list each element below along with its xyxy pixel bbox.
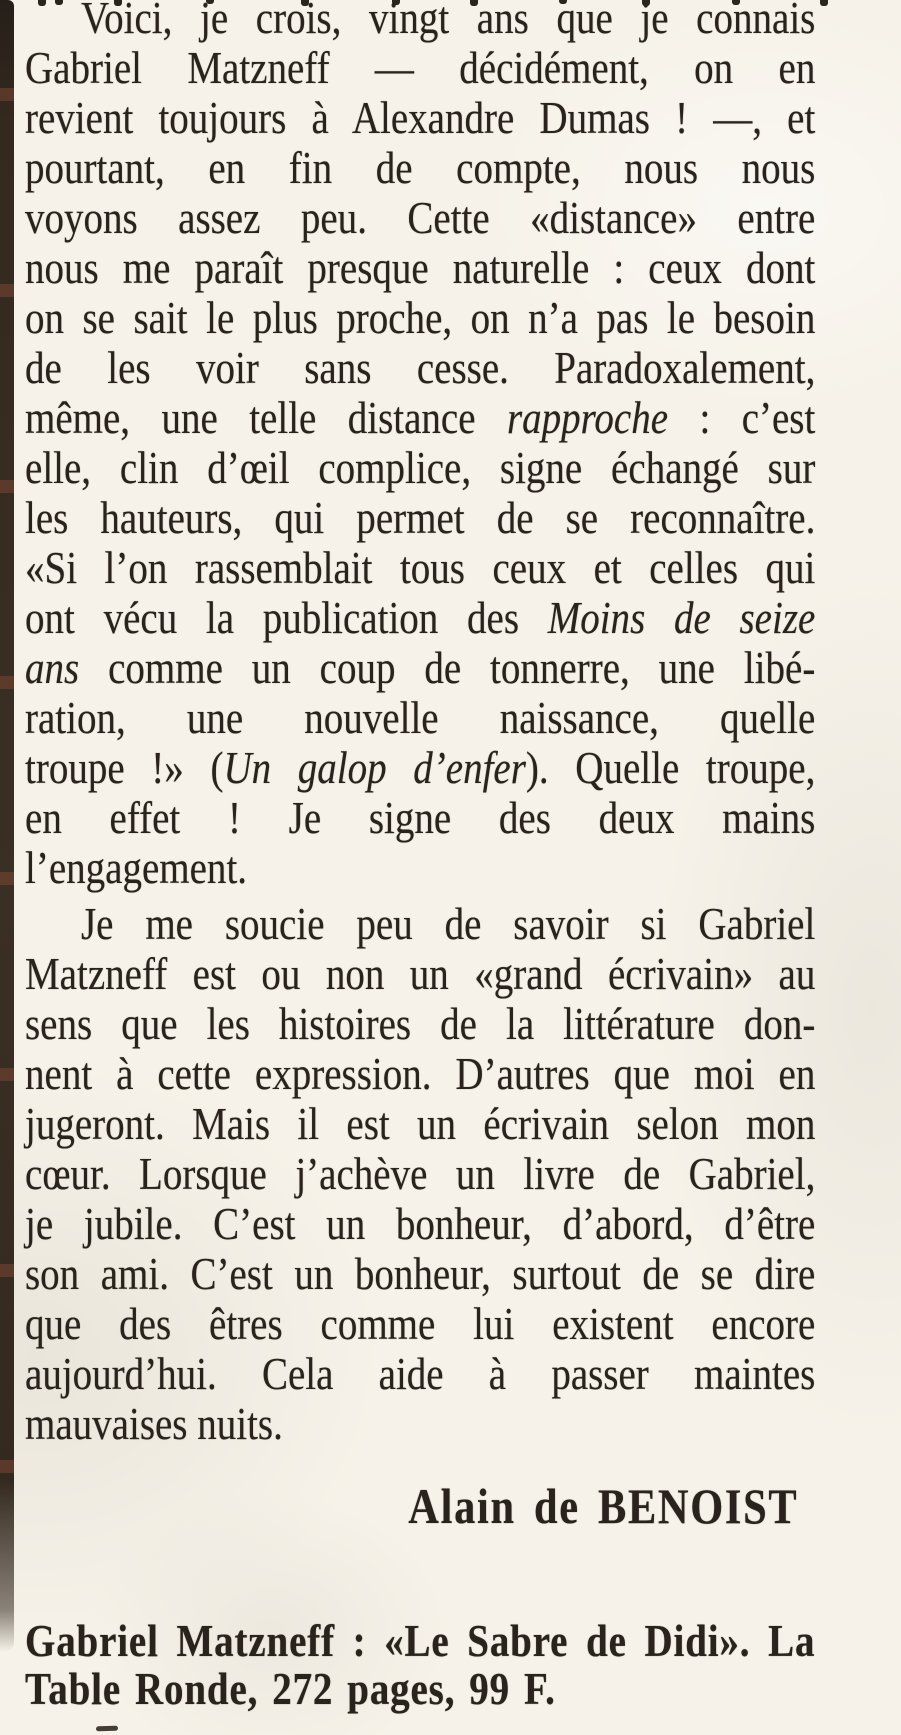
text-line [25,949,815,999]
text-line [25,293,815,343]
text-segment: jugeront. Mais il est un écrivain selon mon [25,1098,816,1149]
text-segment: Je me soucie peu de savoir si Gabriel [80,898,816,949]
text-line [25,899,815,949]
text-segment: cœur. Lorsque j’achève un livre de Gabriel, [25,1148,816,1199]
text-segment: nous me paraît presque naturelle : ceux dont [25,242,816,293]
text-line [25,843,815,893]
text-line [25,493,815,543]
text-line [25,743,815,793]
text-line [25,793,815,843]
text-segment: comme un coup de tonnerre, une libé- [79,642,816,693]
text-segment: Voici, je crois, vingt ans que je connais [80,0,816,43]
text-segment: les hauteurs, qui permet de se reconnaître. [25,492,816,543]
text-segment: de les voir sans cesse. Paradoxalement, [25,342,816,393]
paragraph [25,899,815,1449]
text-segment: pourtant, en fin de compte, nous nous [25,142,816,193]
text-segment: même, une telle distance [25,392,507,443]
text-line [25,1049,815,1099]
text-line [25,1199,815,1249]
text-segment: en effet ! Je signe des deux mains [25,792,816,843]
text-segment: Gabriel Matzneff : «Le Sabre de Didi». La [25,1615,816,1666]
text-segment: je jubile. C’est un bonheur, d’abord, d’être [25,1198,816,1249]
text-segment: mauvaises nuits. [25,1398,283,1449]
text-segment: aujourd’hui. Cela aide à passer maintes [25,1348,816,1399]
text-segment: ration, une nouvelle naissance, quelle [25,692,816,743]
text-line [25,43,815,93]
text-line [25,393,815,443]
text-line [25,643,815,693]
book-reference [25,1617,815,1713]
text-line [25,1617,815,1665]
italic-segment: rapproche [506,392,669,443]
text-line [25,143,815,193]
text-line [25,1099,815,1149]
text-segment: troupe !» ( [25,742,224,793]
text-segment: ont vécu la publication des [25,592,548,643]
text-line [25,0,815,43]
italic-segment: Un galop d’enfer [223,742,526,793]
text-segment: Table Ronde, 272 pages, 99 F. [25,1663,556,1714]
text-line [25,999,815,1049]
text-line [25,543,815,593]
text-segment: Gabriel Matzneff — décidément, on en [25,42,816,93]
text-line [25,1665,815,1713]
text-segment: l’engagement. [25,842,248,893]
text-segment: revient toujours à Alexandre Dumas ! —, et [25,92,816,143]
italic-segment: Moins de seize [547,592,816,643]
text-segment: son ami. C’est un bonheur, surtout de se dire [25,1248,816,1299]
text-line [25,443,815,493]
scan-edge-artifact [0,0,14,1652]
text-line [25,693,815,743]
signature-row [25,1479,815,1533]
text-line [25,1149,815,1199]
text-segment: elle, clin d’œil complice, signe échangé sur [25,442,816,493]
text-segment: nent à cette expression. D’autres que moi en [25,1048,816,1099]
text-line [25,243,815,293]
article-paragraphs [25,0,815,1449]
text-segment: voyons assez peu. Cette «distance» entre [25,192,816,243]
text-line [25,193,815,243]
text-segment: ). Quelle troupe, [525,742,816,793]
text-segment: sens que les histoires de la littérature don- [25,998,816,1049]
text-line [25,593,815,643]
text-line [25,93,815,143]
text-segment: que des êtres comme lui existent encore [25,1298,816,1349]
italic-segment: ans [25,642,80,693]
scan-speck-bottom [96,1726,118,1732]
text-line [25,1299,815,1349]
text-line [25,1399,815,1449]
text-line [25,1349,815,1399]
text-segment: on se sait le plus proche, on n’a pas le besoin [25,292,816,343]
article-text [25,0,815,1713]
text-line [25,1249,815,1299]
text-segment: «Si l’on rassemblait tous ceux et celles qui [25,542,816,593]
author-signature: Alain de BENOIST [408,1478,799,1534]
text-segment: Matzneff est ou non un «grand écrivain» au [25,948,816,999]
text-segment: : c’est [668,392,816,443]
paragraph [25,0,815,893]
text-line [25,343,815,393]
